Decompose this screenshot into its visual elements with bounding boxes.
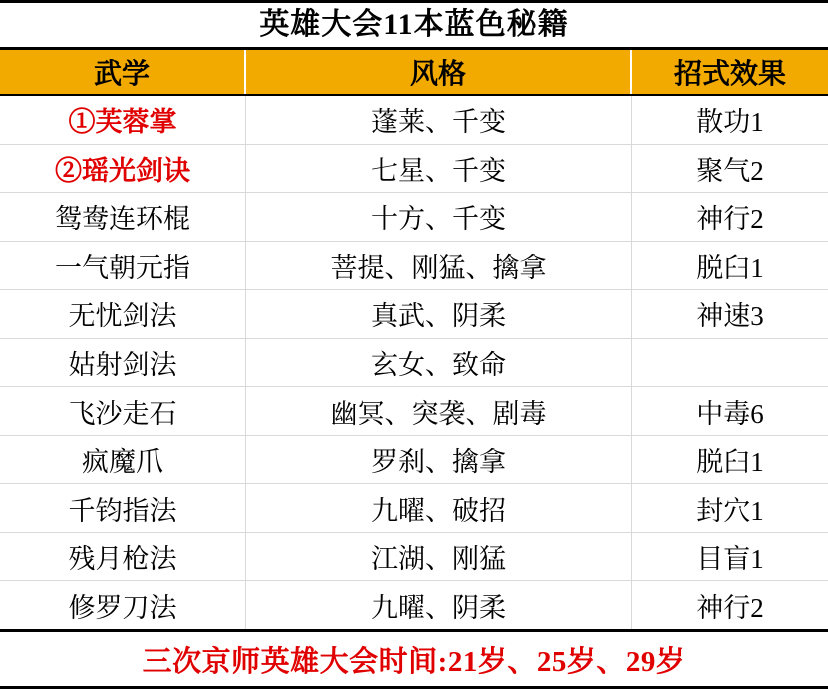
cell-effect: 中毒6: [696, 398, 764, 429]
footer-note: 三次京师英雄大会时间:21岁、25岁、29岁: [142, 645, 686, 678]
cell-style: 玄女、致命: [246, 339, 632, 387]
cell-style: 九曜、破招: [246, 484, 632, 532]
page-title: 英雄大会11本蓝色秘籍: [259, 8, 569, 41]
cell-skill: 无忧剑法: [0, 290, 246, 338]
cell-style: 十方、千变: [246, 193, 632, 241]
cell-effect: 脱臼1: [696, 252, 764, 283]
table-row: [0, 484, 828, 533]
table-row: [0, 242, 828, 291]
cell-effect: 目盲1: [696, 544, 764, 575]
table-row: [0, 339, 828, 388]
cell-style: 幽冥、突袭、剧毒: [246, 387, 632, 435]
table-row: [0, 193, 828, 242]
cell-effect: 脱臼1: [696, 447, 764, 478]
table-row: [0, 436, 828, 485]
table-row: [0, 96, 828, 145]
cell-effect: [632, 339, 828, 387]
cell-skill: 姑射剑法: [0, 339, 246, 387]
cell-skill: ①芙蓉掌: [0, 96, 246, 144]
cell-skill: ②瑶光剑诀: [0, 145, 246, 193]
cell-skill: 飞沙走石: [0, 387, 246, 435]
table-row: [0, 145, 828, 194]
table-row: [0, 581, 828, 629]
cell-effect: 神行2: [696, 204, 764, 235]
cell-skill: 残月枪法: [0, 533, 246, 581]
cell-skill: 一气朝元指: [0, 242, 246, 290]
cell-effect: 神行2: [696, 592, 764, 623]
table-row: [0, 387, 828, 436]
cell-style: 蓬莱、千变: [246, 96, 632, 144]
cell-skill: 鸳鸯连环棍: [0, 193, 246, 241]
cell-effect: 散功1: [696, 107, 764, 138]
column-header-effect: 招式效果: [673, 59, 786, 90]
table-row: [0, 290, 828, 339]
table-body: [0, 96, 828, 629]
column-header-skill: 武学: [0, 50, 246, 94]
cell-effect: 封穴1: [696, 495, 764, 526]
cell-style: 江湖、刚猛: [246, 533, 632, 581]
table-row: [0, 533, 828, 582]
cell-skill: 疯魔爪: [0, 436, 246, 484]
table-header-row: [0, 50, 828, 96]
cell-style: 九曜、阴柔: [246, 581, 632, 629]
cell-effect: 聚气2: [696, 155, 764, 186]
cell-effect: 神速3: [696, 301, 764, 332]
cell-skill: 千钧指法: [0, 484, 246, 532]
cell-style: 罗刹、擒拿: [246, 436, 632, 484]
cell-skill: 修罗刀法: [0, 581, 246, 629]
table-footer-row: [0, 629, 828, 686]
table-title-row: [0, 3, 828, 50]
column-header-style: 风格: [246, 50, 632, 94]
cell-style: 七星、千变: [246, 145, 632, 193]
cell-style: 真武、阴柔: [246, 290, 632, 338]
cell-style: 菩提、刚猛、擒拿: [246, 242, 632, 290]
